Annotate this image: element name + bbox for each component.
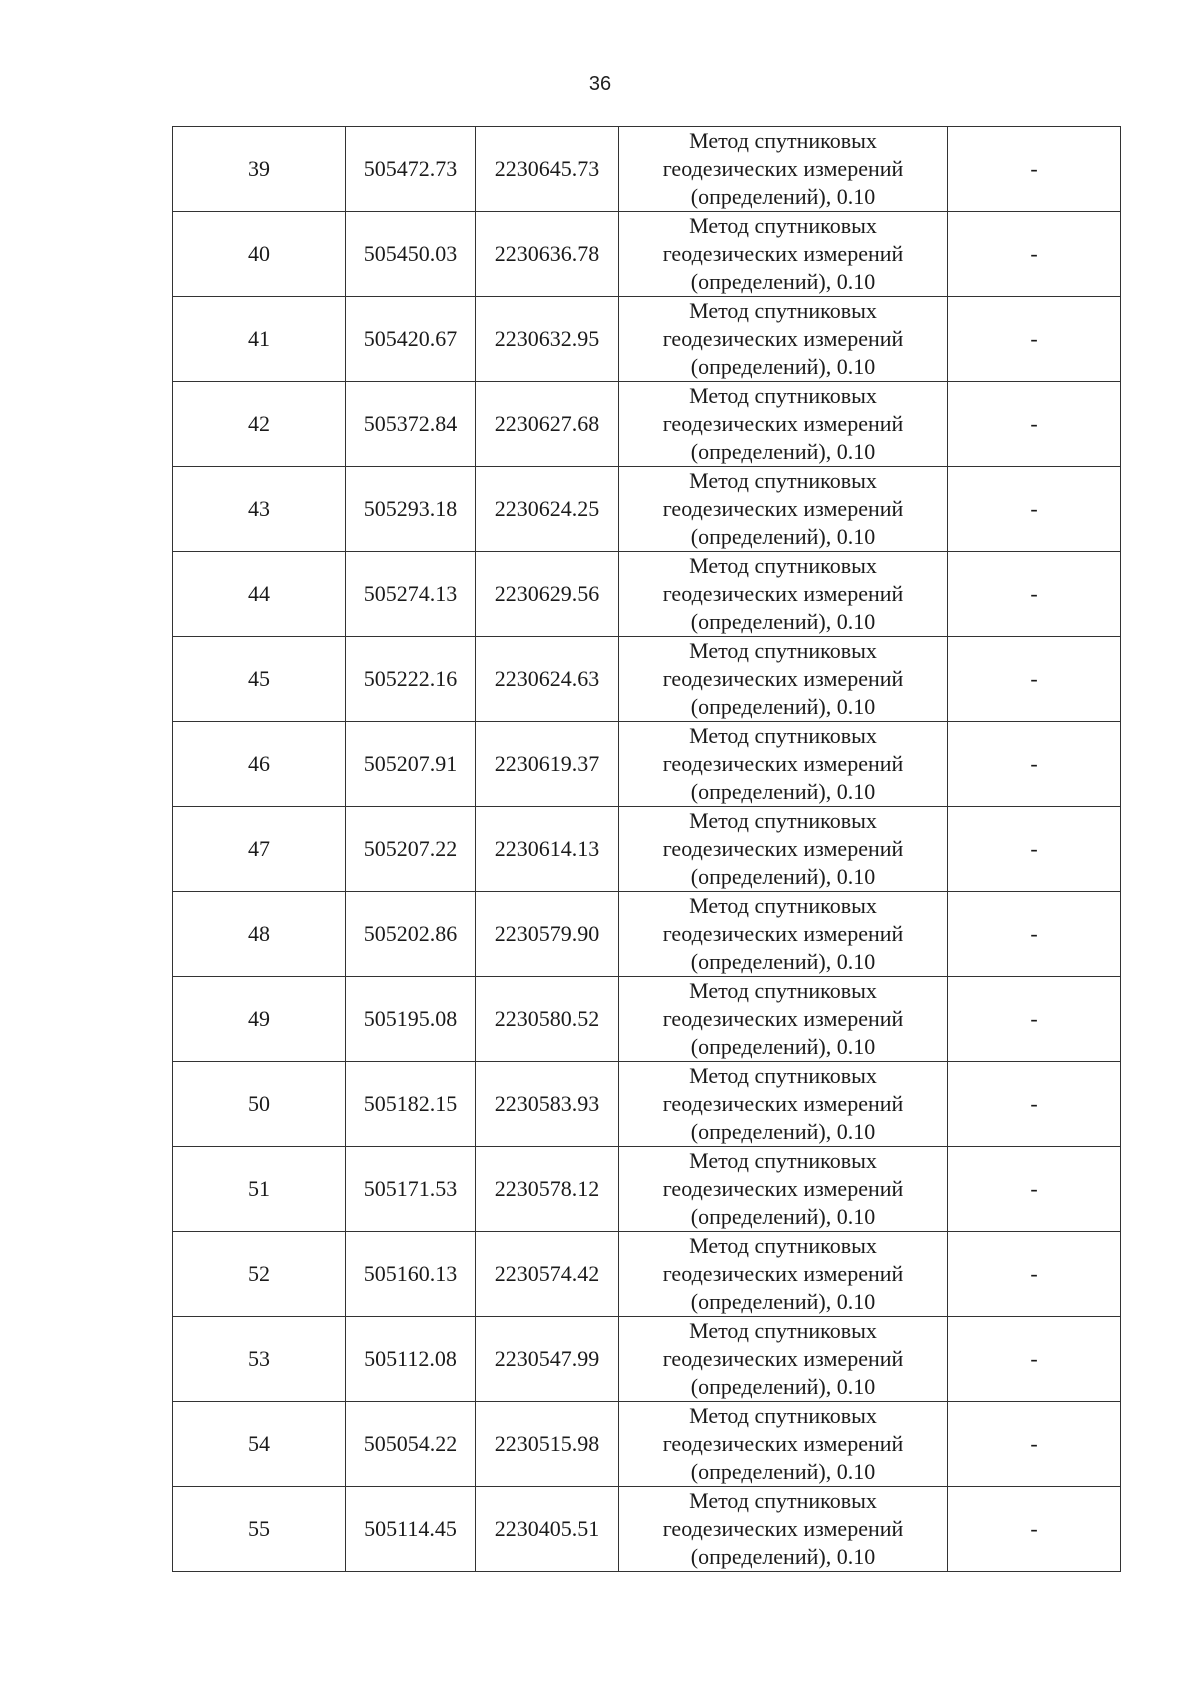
method-text-line: (определений), 0.10 bbox=[690, 1034, 876, 1059]
table-body bbox=[173, 127, 1121, 1572]
point-number-cell: 53 bbox=[173, 1317, 346, 1402]
point-number-cell: 54 bbox=[173, 1402, 346, 1487]
method-text-line: геодезических измерений bbox=[662, 1346, 904, 1371]
description-cell: - bbox=[948, 552, 1121, 637]
method-text-line: Метод спутниковых bbox=[689, 213, 877, 238]
table-row bbox=[173, 467, 1121, 552]
method-text-line: (определений), 0.10 bbox=[690, 354, 876, 379]
method-text-line: (определений), 0.10 bbox=[690, 269, 876, 294]
x-coordinate-cell: 505171.53 bbox=[346, 1147, 476, 1232]
table-row bbox=[173, 807, 1121, 892]
method-cell bbox=[619, 807, 948, 892]
method-text-line: Метод спутниковых bbox=[689, 553, 877, 578]
table-row bbox=[173, 552, 1121, 637]
method-cell bbox=[619, 1487, 948, 1572]
method-cell bbox=[619, 467, 948, 552]
method-text-line: геодезических измерений bbox=[662, 666, 904, 691]
y-coordinate-cell: 2230579.90 bbox=[476, 892, 619, 977]
description-cell: - bbox=[948, 1062, 1121, 1147]
method-text-line: геодезических измерений bbox=[662, 411, 904, 436]
method-text-line: Метод спутниковых bbox=[689, 978, 877, 1003]
method-text-line: Метод спутниковых bbox=[689, 1403, 877, 1428]
description-cell: - bbox=[948, 1487, 1121, 1572]
method-text-line: геодезических измерений bbox=[662, 581, 904, 606]
description-cell: - bbox=[948, 212, 1121, 297]
point-number-cell: 46 bbox=[173, 722, 346, 807]
method-text-line: (определений), 0.10 bbox=[690, 1459, 876, 1484]
method-text-line: (определений), 0.10 bbox=[690, 1119, 876, 1144]
method-text-line: Метод спутниковых bbox=[689, 638, 877, 663]
method-cell bbox=[619, 127, 948, 212]
method-cell bbox=[619, 382, 948, 467]
table-row bbox=[173, 1402, 1121, 1487]
method-text-line: Метод спутниковых bbox=[689, 128, 877, 153]
table-row bbox=[173, 722, 1121, 807]
y-coordinate-cell: 2230632.95 bbox=[476, 297, 619, 382]
description-cell: - bbox=[948, 382, 1121, 467]
description-cell: - bbox=[948, 977, 1121, 1062]
method-cell bbox=[619, 892, 948, 977]
description-cell: - bbox=[948, 127, 1121, 212]
method-cell bbox=[619, 722, 948, 807]
method-text-line: геодезических измерений bbox=[662, 1006, 904, 1031]
table-row bbox=[173, 297, 1121, 382]
x-coordinate-cell: 505293.18 bbox=[346, 467, 476, 552]
x-coordinate-cell: 505195.08 bbox=[346, 977, 476, 1062]
x-coordinate-cell: 505202.86 bbox=[346, 892, 476, 977]
method-text-line: (определений), 0.10 bbox=[690, 1544, 876, 1569]
description-cell: - bbox=[948, 807, 1121, 892]
description-cell: - bbox=[948, 1317, 1121, 1402]
method-text-line: геодезических измерений bbox=[662, 921, 904, 946]
table-row bbox=[173, 637, 1121, 722]
method-text-line: (определений), 0.10 bbox=[690, 779, 876, 804]
method-text-line: геодезических измерений bbox=[662, 836, 904, 861]
method-text-line: геодезических измерений bbox=[662, 751, 904, 776]
y-coordinate-cell: 2230574.42 bbox=[476, 1232, 619, 1317]
description-cell: - bbox=[948, 637, 1121, 722]
x-coordinate-cell: 505054.22 bbox=[346, 1402, 476, 1487]
method-cell bbox=[619, 1317, 948, 1402]
method-text-line: (определений), 0.10 bbox=[690, 524, 876, 549]
method-text-line: (определений), 0.10 bbox=[690, 1289, 876, 1314]
method-text-line: (определений), 0.10 bbox=[690, 609, 876, 634]
method-cell bbox=[619, 1232, 948, 1317]
y-coordinate-cell: 2230624.25 bbox=[476, 467, 619, 552]
method-text-line: геодезических измерений bbox=[662, 156, 904, 181]
point-number-cell: 55 bbox=[173, 1487, 346, 1572]
x-coordinate-cell: 505207.22 bbox=[346, 807, 476, 892]
method-text-line: (определений), 0.10 bbox=[690, 694, 876, 719]
method-text-line: Метод спутниковых bbox=[689, 723, 877, 748]
y-coordinate-cell: 2230580.52 bbox=[476, 977, 619, 1062]
method-text-line: (определений), 0.10 bbox=[690, 439, 876, 464]
x-coordinate-cell: 505472.73 bbox=[346, 127, 476, 212]
y-coordinate-cell: 2230624.63 bbox=[476, 637, 619, 722]
method-cell bbox=[619, 1402, 948, 1487]
table-row bbox=[173, 1487, 1121, 1572]
x-coordinate-cell: 505112.08 bbox=[346, 1317, 476, 1402]
method-text-line: Метод спутниковых bbox=[689, 1488, 877, 1513]
method-text-line: Метод спутниковых bbox=[689, 1063, 877, 1088]
y-coordinate-cell: 2230515.98 bbox=[476, 1402, 619, 1487]
table-row bbox=[173, 382, 1121, 467]
point-number-cell: 42 bbox=[173, 382, 346, 467]
y-coordinate-cell: 2230583.93 bbox=[476, 1062, 619, 1147]
point-number-cell: 43 bbox=[173, 467, 346, 552]
x-coordinate-cell: 505372.84 bbox=[346, 382, 476, 467]
description-cell: - bbox=[948, 722, 1121, 807]
method-text-line: геодезических измерений bbox=[662, 326, 904, 351]
point-number-cell: 40 bbox=[173, 212, 346, 297]
description-cell: - bbox=[948, 892, 1121, 977]
method-text-line: (определений), 0.10 bbox=[690, 184, 876, 209]
description-cell: - bbox=[948, 467, 1121, 552]
method-cell bbox=[619, 637, 948, 722]
description-cell: - bbox=[948, 297, 1121, 382]
x-coordinate-cell: 505222.16 bbox=[346, 637, 476, 722]
method-text-line: Метод спутниковых bbox=[689, 383, 877, 408]
method-text-line: Метод спутниковых bbox=[689, 808, 877, 833]
y-coordinate-cell: 2230578.12 bbox=[476, 1147, 619, 1232]
point-number-cell: 45 bbox=[173, 637, 346, 722]
point-number-cell: 52 bbox=[173, 1232, 346, 1317]
point-number-cell: 47 bbox=[173, 807, 346, 892]
description-cell: - bbox=[948, 1147, 1121, 1232]
method-text-line: геодезических измерений bbox=[662, 1431, 904, 1456]
method-cell bbox=[619, 212, 948, 297]
y-coordinate-cell: 2230645.73 bbox=[476, 127, 619, 212]
method-text-line: Метод спутниковых bbox=[689, 1233, 877, 1258]
method-text-line: геодезических измерений bbox=[662, 1091, 904, 1116]
method-text-line: геодезических измерений bbox=[662, 241, 904, 266]
method-cell bbox=[619, 977, 948, 1062]
description-cell: - bbox=[948, 1232, 1121, 1317]
point-number-cell: 41 bbox=[173, 297, 346, 382]
method-text-line: Метод спутниковых bbox=[689, 1318, 877, 1343]
method-cell bbox=[619, 1062, 948, 1147]
y-coordinate-cell: 2230629.56 bbox=[476, 552, 619, 637]
coordinates-table bbox=[172, 126, 1121, 1572]
x-coordinate-cell: 505274.13 bbox=[346, 552, 476, 637]
table-row bbox=[173, 212, 1121, 297]
y-coordinate-cell: 2230405.51 bbox=[476, 1487, 619, 1572]
point-number-cell: 48 bbox=[173, 892, 346, 977]
table-row bbox=[173, 1317, 1121, 1402]
x-coordinate-cell: 505450.03 bbox=[346, 212, 476, 297]
y-coordinate-cell: 2230627.68 bbox=[476, 382, 619, 467]
method-cell bbox=[619, 552, 948, 637]
method-cell bbox=[619, 297, 948, 382]
method-text-line: (определений), 0.10 bbox=[690, 1374, 876, 1399]
method-text-line: Метод спутниковых bbox=[689, 468, 877, 493]
x-coordinate-cell: 505182.15 bbox=[346, 1062, 476, 1147]
y-coordinate-cell: 2230636.78 bbox=[476, 212, 619, 297]
method-text-line: (определений), 0.10 bbox=[690, 1204, 876, 1229]
point-number-cell: 44 bbox=[173, 552, 346, 637]
method-text-line: Метод спутниковых bbox=[689, 893, 877, 918]
method-text-line: Метод спутниковых bbox=[689, 1148, 877, 1173]
x-coordinate-cell: 505114.45 bbox=[346, 1487, 476, 1572]
point-number-cell: 49 bbox=[173, 977, 346, 1062]
method-text-line: (определений), 0.10 bbox=[690, 949, 876, 974]
table-row bbox=[173, 892, 1121, 977]
y-coordinate-cell: 2230547.99 bbox=[476, 1317, 619, 1402]
method-text-line: Метод спутниковых bbox=[689, 298, 877, 323]
method-text-line: геодезических измерений bbox=[662, 1516, 904, 1541]
table-row bbox=[173, 1232, 1121, 1317]
page-number: 36 bbox=[588, 73, 612, 95]
table-row bbox=[173, 1062, 1121, 1147]
x-coordinate-cell: 505420.67 bbox=[346, 297, 476, 382]
y-coordinate-cell: 2230619.37 bbox=[476, 722, 619, 807]
method-cell bbox=[619, 1147, 948, 1232]
method-text-line: (определений), 0.10 bbox=[690, 864, 876, 889]
method-text-line: геодезических измерений bbox=[662, 496, 904, 521]
method-text-line: геодезических измерений bbox=[662, 1176, 904, 1201]
point-number-cell: 39 bbox=[173, 127, 346, 212]
x-coordinate-cell: 505207.91 bbox=[346, 722, 476, 807]
y-coordinate-cell: 2230614.13 bbox=[476, 807, 619, 892]
table-row bbox=[173, 977, 1121, 1062]
description-cell: - bbox=[948, 1402, 1121, 1487]
table-row bbox=[173, 1147, 1121, 1232]
method-text-line: геодезических измерений bbox=[662, 1261, 904, 1286]
point-number-cell: 51 bbox=[173, 1147, 346, 1232]
x-coordinate-cell: 505160.13 bbox=[346, 1232, 476, 1317]
point-number-cell: 50 bbox=[173, 1062, 346, 1147]
table-row bbox=[173, 127, 1121, 212]
